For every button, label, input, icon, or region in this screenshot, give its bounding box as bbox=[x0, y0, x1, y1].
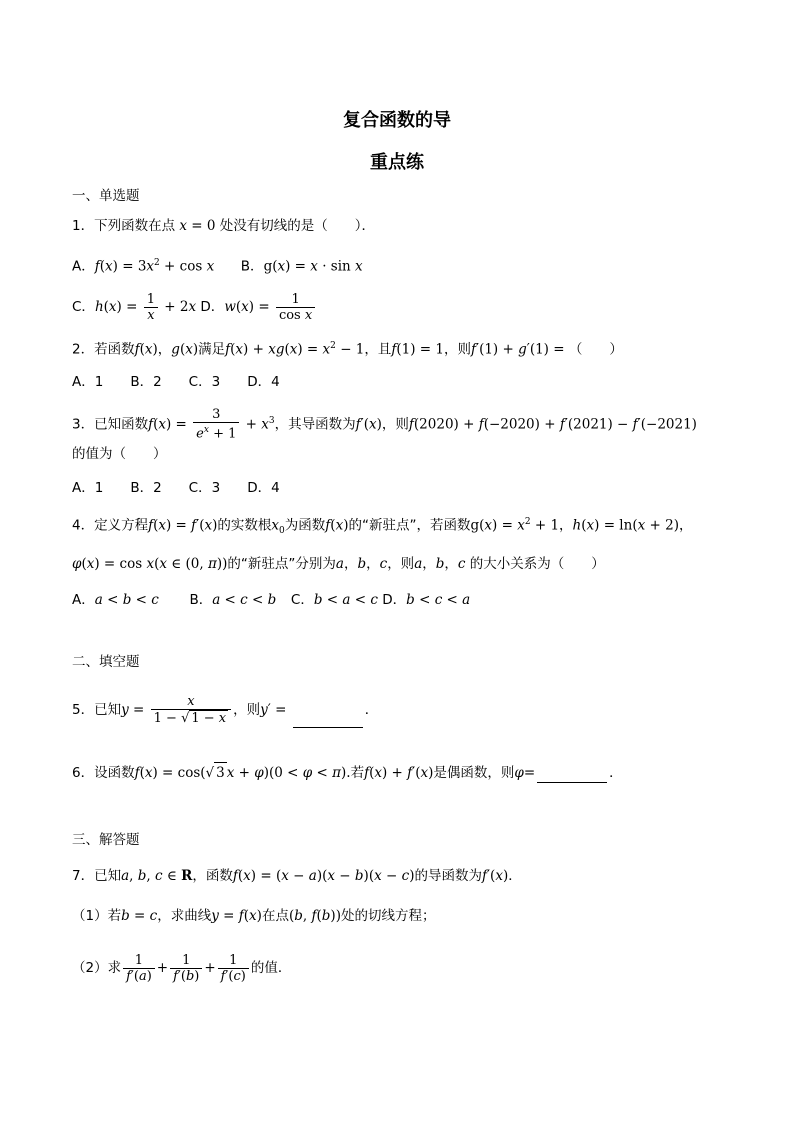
question-3-stem: 3．已知函数f(x) = $\frac{3}{e^x + 1}$ + $x^3$，其导函数为f′(x)，则f(2020) + f(−2020) + f′(2021) − f′(−2021) bbox=[72, 407, 697, 442]
question-5-stem: 5．已知y = $\frac{x}{1 - √ 1 - x}$ ，则y′ = ． bbox=[72, 694, 379, 726]
question-6-stem: 6．设函数f(x) = cos(√ 3 x + φ)(0 < φ < π).若f(x) + f′(x)是偶函数，则φ= ． bbox=[72, 762, 623, 783]
page-subtitle: 重点练 bbox=[370, 152, 424, 173]
question-4-options: A．a < b < c B．a < c < b C．b < a < c D．b < c < a bbox=[72, 592, 471, 608]
page-title: 复合函数的导 bbox=[343, 110, 451, 131]
section-heading-fill-blank: 二、填空题 bbox=[72, 654, 140, 670]
question-4-stem: 4．定义方程f(x) = f′(x)的实数根$x_0$为函数f(x)的“新驻点”，若函数$g(x) = x^2 + 1$，h(x) = ln(x + 2)， bbox=[72, 517, 693, 537]
question-1-options-ab: A．$f(x) = 3x^2 + \cos x$ B．g(x) = x · sin x bbox=[72, 258, 363, 275]
question-2-stem: 2．若函数f(x)，g(x)满足$f(x) + xg(x) = x^2 - 1$，且f(1) = 1，则f′(1) + g′(1) = （ ） bbox=[72, 341, 623, 358]
question-1-stem: 1．下列函数在点 x = 0 处没有切线的是（ ）． bbox=[72, 218, 376, 234]
question-7-stem: 7．已知a, b, c ∈ R，函数f(x) = (x − a)(x − b)(x − c)的导函数为f′(x)． bbox=[72, 868, 522, 884]
section-heading-single-choice: 一、单选题 bbox=[72, 188, 140, 204]
question-2-options: A．1 B．2 C．3 D．4 bbox=[72, 374, 280, 390]
question-3-options: A．1 B．2 C．3 D．4 bbox=[72, 480, 280, 496]
question-3-stem-cont: 的值为（ ） bbox=[72, 446, 167, 462]
question-4-stem-cont: φ(x) = cos x(x ∈ (0, π))的“新驻点”分别为a，b，c，则a，b，c 的大小关系为（ ） bbox=[72, 556, 605, 572]
question-7-part-1: （1）若b = c，求曲线y = f(x)在点(b, f(b))处的切线方程； bbox=[72, 908, 436, 924]
question-1-options-cd: C．h(x) = $\frac{1}{x}$ + 2x D．w(x) = $\frac{1}{\text{cos x}}$ bbox=[72, 290, 317, 324]
section-heading-answer: 三、解答题 bbox=[72, 832, 140, 848]
question-7-part-2: （2）求 $\frac{1}{f'(a)}$ + $\frac{1}{f'(b)}$ + $\frac{1}{f'(c)}$ 的值． bbox=[72, 952, 292, 984]
